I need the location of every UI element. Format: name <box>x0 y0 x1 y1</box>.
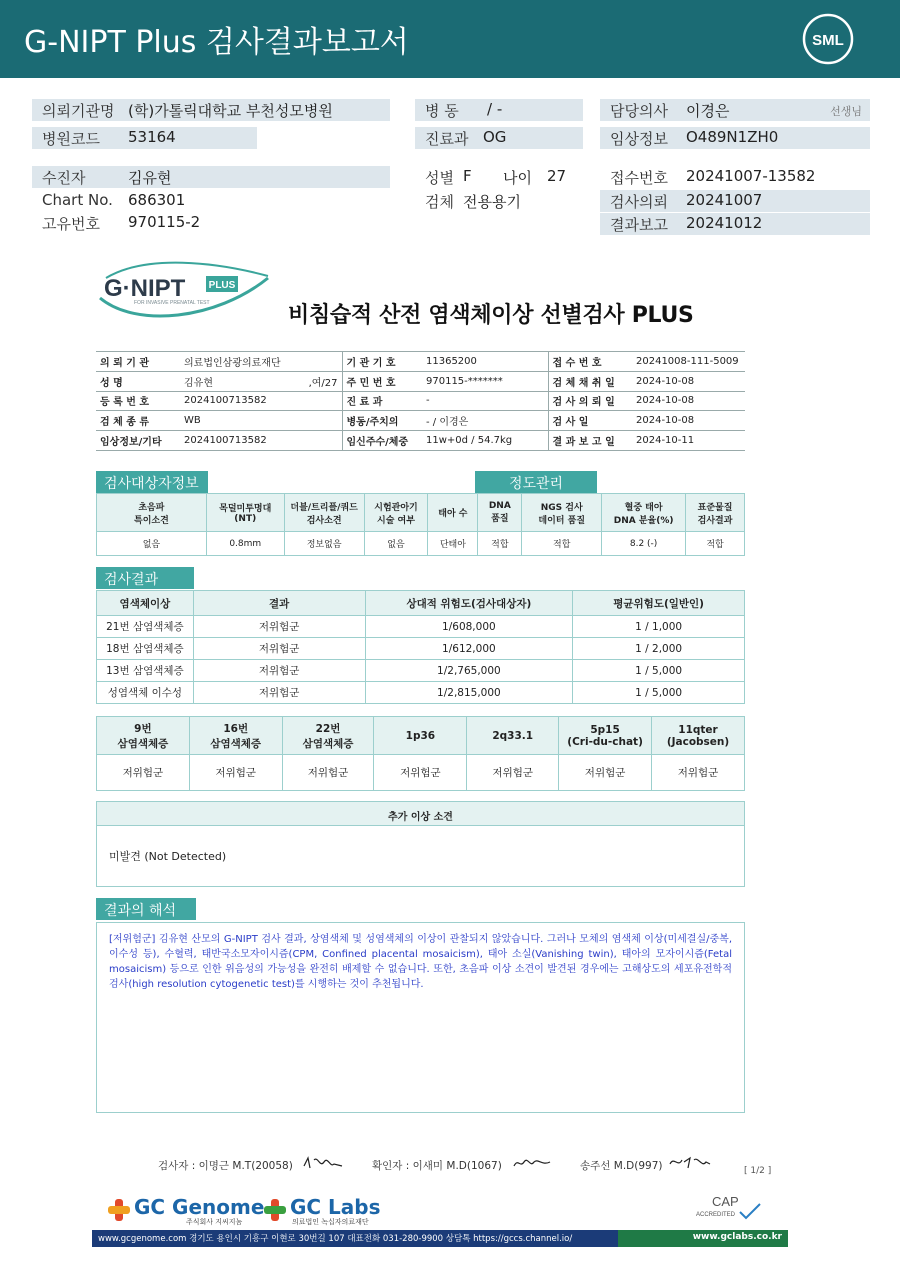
table-cell: 성염색체 이수성 <box>97 682 194 704</box>
table-cell: 1 / 1,000 <box>573 616 745 638</box>
value-chart-no: 686301 <box>128 191 186 209</box>
header-row-department <box>415 127 583 149</box>
table-cell: 저위험군 <box>97 755 190 791</box>
info-label: 기 관 기 호 <box>342 352 422 372</box>
value-request-date: 20241007 <box>686 191 763 209</box>
table-cell: 저위험군 <box>559 755 652 791</box>
table-cell: 저위험군 <box>189 755 282 791</box>
table-cell: 정보없음 <box>284 532 364 556</box>
info-value: 2024-10-08 <box>632 371 745 391</box>
gc-genome-cross-icon <box>106 1192 132 1228</box>
table-cell: 13번 삼염색체증 <box>97 660 194 682</box>
additional-findings-text: 미발견 (Not Detected) <box>96 825 745 887</box>
header-row-institution <box>32 99 390 121</box>
table-cell: 단태아 <box>428 532 478 556</box>
table-cell: 18번 삼염색체증 <box>97 638 194 660</box>
info-value: 20241008-111-5009 <box>632 352 745 372</box>
info-label: 병동/주치의 <box>342 411 422 431</box>
examiner-signature-icon <box>302 1154 344 1172</box>
info-label: 주 민 번 호 <box>342 371 422 391</box>
info-label: 검 사 일 <box>548 411 632 431</box>
cap-logo-text: CAP <box>712 1194 739 1209</box>
section-label-target-info: 검사대상자정보 <box>96 471 208 493</box>
table-row <box>97 616 745 638</box>
emblem-badge: PLUS <box>208 280 236 291</box>
label-patient: 수진자 <box>42 169 86 187</box>
label-ward: 병 동 <box>425 102 459 120</box>
info-value: 2024-10-11 <box>632 431 745 451</box>
table-cell: 저위험군 <box>193 682 365 704</box>
info-label: 의 뢰 기 관 <box>96 352 180 372</box>
table-header: 5p15 (Cri-du-chat) <box>559 717 652 755</box>
table-header: 22번 삼염색체증 <box>282 717 374 755</box>
table-cell: 없음 <box>364 532 428 556</box>
table-cell: 1/608,000 <box>365 616 573 638</box>
table-cell: 저위험군 <box>193 616 365 638</box>
confirmer-signature-icon <box>512 1154 552 1172</box>
header-row-sex-age <box>415 166 583 188</box>
header-row-request-date <box>600 190 870 212</box>
info-label: 임신주수/체중 <box>342 431 422 451</box>
table-header: 혈중 태아 DNA 분율(%) <box>602 494 686 532</box>
info-value: 11365200 <box>422 352 548 372</box>
table-row <box>96 371 745 391</box>
label-request-date: 검사의뢰 <box>610 193 668 211</box>
info-label: 검 사 의 뢰 일 <box>548 391 632 411</box>
emblem-brand: G·NIPT <box>104 275 186 302</box>
table-header: 태아 수 <box>428 494 478 532</box>
info-value: - / 이경은 <box>422 411 548 431</box>
table-row <box>97 532 745 556</box>
header-row-doctor <box>600 99 870 121</box>
gnipt-plus-logo <box>96 258 272 318</box>
doctor-suffix: 선생님 <box>830 105 862 118</box>
table-row <box>97 494 745 532</box>
table-header: 시험관아기 시술 여부 <box>364 494 428 532</box>
sml-logo-icon <box>802 13 854 65</box>
table-row <box>97 638 745 660</box>
info-label: 접 수 번 호 <box>548 352 632 372</box>
footer-contact: www.gcgenome.com 경기도 용인시 기흥구 이현로 30번길 107 대표전화 031-280-9900 상담톡 https://gccs.channel.io/ <box>98 1234 573 1244</box>
report-header-bar <box>0 0 900 78</box>
value-ward: / - <box>487 100 503 118</box>
info-label: 성 명 <box>96 371 180 391</box>
sex-age: ,여/27 <box>308 377 338 389</box>
header-row-unique-no <box>32 212 390 234</box>
page-number: [ 1/2 ] <box>744 1166 772 1176</box>
header-row-specimen <box>415 190 583 212</box>
info-table <box>96 351 745 451</box>
table-row <box>97 660 745 682</box>
table-cell: 적합 <box>478 532 522 556</box>
value-clinical-info: O489N1ZH0 <box>686 128 779 146</box>
table-cell: 1/2,815,000 <box>365 682 573 704</box>
table-cell: 1 / 2,000 <box>573 638 745 660</box>
table-header: 표준물질 검사결과 <box>686 494 745 532</box>
info-value: 11w+0d / 54.7kg <box>422 431 548 451</box>
table-header: 초음파 특이소견 <box>97 494 207 532</box>
table-row <box>96 431 745 451</box>
value-doctor: 이경은 <box>686 102 730 120</box>
table-cell: 저위험군 <box>374 755 467 791</box>
footer-bar <box>92 1230 788 1247</box>
table-header: 11qter (Jacobsen) <box>652 717 745 755</box>
gc-genome-subtitle: 주식회사 지씨지놈 <box>186 1218 243 1226</box>
label-hospital-code: 병원코드 <box>42 130 100 148</box>
table-cell: 저위험군 <box>467 755 559 791</box>
table-header: 더블/트리플/쿼드 검사소견 <box>284 494 364 532</box>
patient-name: 김유현 <box>184 377 213 389</box>
header-row-patient <box>32 166 390 188</box>
info-label: 등 록 번 호 <box>96 391 180 411</box>
table-cell: 1/612,000 <box>365 638 573 660</box>
value-department: OG <box>483 128 507 146</box>
info-value: WB <box>180 411 342 431</box>
table-header: 상대적 위험도(검사대상자) <box>365 591 573 616</box>
gc-labs-logo-text: GC Labs <box>290 1195 381 1219</box>
info-label: 결 과 보 고 일 <box>548 431 632 451</box>
sml-logo-text: SML <box>812 32 844 49</box>
table-header: 1p36 <box>374 717 467 755</box>
confirmer-signature-line: 확인자 : 이새미 M.D(1067) <box>372 1160 502 1172</box>
section-label-interpretation: 결과의 해석 <box>96 898 196 920</box>
value-specimen: 전용용기 <box>463 193 521 211</box>
table-cell: 저위험군 <box>193 638 365 660</box>
report-title: G-NIPT Plus 검사결과보고서 <box>24 25 409 60</box>
table-cell: 1 / 5,000 <box>573 660 745 682</box>
info-value: 2024-10-08 <box>632 411 745 431</box>
cap-logo-subtitle: ACCREDITED <box>696 1212 736 1218</box>
results-table <box>96 590 745 704</box>
value-report-date: 20241012 <box>686 214 763 232</box>
label-sex: 성별 <box>425 169 454 187</box>
table-header: 평균위험도(일반인) <box>573 591 745 616</box>
label-department: 진료과 <box>425 130 469 148</box>
table-row <box>96 391 745 411</box>
header-row-accession <box>600 166 870 188</box>
value-sex: F <box>463 167 472 185</box>
third-signature-icon <box>668 1154 712 1172</box>
header-row-chart-no <box>32 190 390 212</box>
table-row <box>97 755 745 791</box>
table-cell: 8.2 (-) <box>602 532 686 556</box>
label-institution: 의뢰기관명 <box>42 102 115 120</box>
footer-website: www.gclabs.co.kr <box>692 1232 782 1242</box>
table-cell: 1 / 5,000 <box>573 682 745 704</box>
table-cell: 0.8mm <box>206 532 284 556</box>
target-info-table <box>96 493 745 556</box>
table-row <box>97 591 745 616</box>
table-cell: 저위험군 <box>193 660 365 682</box>
value-institution: (학)가톨릭대학교 부천성모병원 <box>128 102 333 120</box>
examiner-signature-line: 검사자 : 이명근 M.T(20058) <box>158 1160 293 1172</box>
table-header: 목덜미투명대 (NT) <box>206 494 284 532</box>
info-value: 970115-******* <box>422 371 548 391</box>
table-header: 2q33.1 <box>467 717 559 755</box>
info-value: - <box>422 391 548 411</box>
table-row <box>97 682 745 704</box>
table-row <box>96 411 745 431</box>
section-label-qc: 정도관리 <box>475 471 597 493</box>
table-cell: 적합 <box>686 532 745 556</box>
value-unique-no: 970115-2 <box>128 213 201 231</box>
info-value-name <box>180 371 342 391</box>
table-row <box>96 352 745 372</box>
third-signature-line: 송주선 M.D(997) <box>580 1160 663 1172</box>
value-patient: 김유현 <box>128 169 172 187</box>
info-label: 검 체 채 취 일 <box>548 371 632 391</box>
info-value: 2024100713582 <box>180 391 342 411</box>
emblem-tagline: FOR INVASIVE PRENATAL TEST <box>134 300 210 306</box>
label-accession: 접수번호 <box>610 169 668 187</box>
label-age: 나이 <box>503 169 532 187</box>
header-row-hospital-code <box>32 127 257 149</box>
label-chart-no: Chart No. <box>42 191 113 209</box>
table-header: 결과 <box>193 591 365 616</box>
gc-genome-logo-text: GC Genome <box>134 1195 265 1219</box>
additional-findings-title: 추가 이상 소견 <box>96 801 745 826</box>
label-unique-no: 고유번호 <box>42 215 100 233</box>
header-row-ward <box>415 99 583 121</box>
value-age: 27 <box>547 167 567 185</box>
table-header: 16번 삼염색체증 <box>189 717 282 755</box>
section-label-results: 검사결과 <box>96 567 194 589</box>
label-report-date: 결과보고 <box>610 216 668 234</box>
label-doctor: 담당의사 <box>610 102 668 120</box>
info-value: 2024100713582 <box>180 431 342 451</box>
table-cell: 저위험군 <box>652 755 745 791</box>
info-label: 임상정보/기타 <box>96 431 180 451</box>
label-clinical-info: 임상정보 <box>610 130 668 148</box>
header-row-report-date <box>600 213 870 235</box>
results-extended-table <box>96 716 745 791</box>
header-row-clinical-info <box>600 127 870 149</box>
table-header: DNA 품질 <box>478 494 522 532</box>
gc-labs-cross-icon <box>262 1192 288 1228</box>
info-value: 의료법인삼광의료재단 <box>180 352 342 372</box>
info-label: 진 료 과 <box>342 391 422 411</box>
table-cell: 21번 삼염색체증 <box>97 616 194 638</box>
document-title: 비침습적 산전 염색체이상 선별검사 PLUS <box>288 303 694 328</box>
cap-accredited-logo <box>694 1192 764 1224</box>
gc-labs-subtitle: 의료법인 녹십자의료재단 <box>292 1218 369 1226</box>
table-cell: 1/2,765,000 <box>365 660 573 682</box>
info-label: 검 체 종 류 <box>96 411 180 431</box>
value-accession: 20241007-13582 <box>686 167 816 185</box>
table-cell: 적합 <box>522 532 602 556</box>
table-header: 9번 삼염색체증 <box>97 717 190 755</box>
table-cell: 저위험군 <box>282 755 374 791</box>
table-cell: 없음 <box>97 532 207 556</box>
table-header: 염색체이상 <box>97 591 194 616</box>
table-header: NGS 검사 데이터 품질 <box>522 494 602 532</box>
footer-green-band <box>618 1230 788 1247</box>
label-specimen: 검체 <box>425 193 454 211</box>
info-value: 2024-10-08 <box>632 391 745 411</box>
value-hospital-code: 53164 <box>128 128 176 146</box>
table-row <box>97 717 745 755</box>
interpretation-text: [저위험군] 김유현 산모의 G-NIPT 검사 결과, 상염색체 및 성염색체의 이상이 관찰되지 않았습니다. 그러나 모체의 염색체 이상(미세결실/중복, 이수성 등), 수혈력, 태반국소모자이시즘(CPM, Confined placental mosaicism), 태아 소실(Vanishing twin), 태아의 모자이시즘(Fetal mosaicism) 등으로 인한 위음성의 가능성을 완전히 배제할 수 없습니다. 또한, 초음파 이상 소견이 발견된 경우에는 고해상도의 세포유전학적검사(high resolution cytogenetic test)를 시행하는 것이 추천됩니다. <box>96 922 745 1113</box>
